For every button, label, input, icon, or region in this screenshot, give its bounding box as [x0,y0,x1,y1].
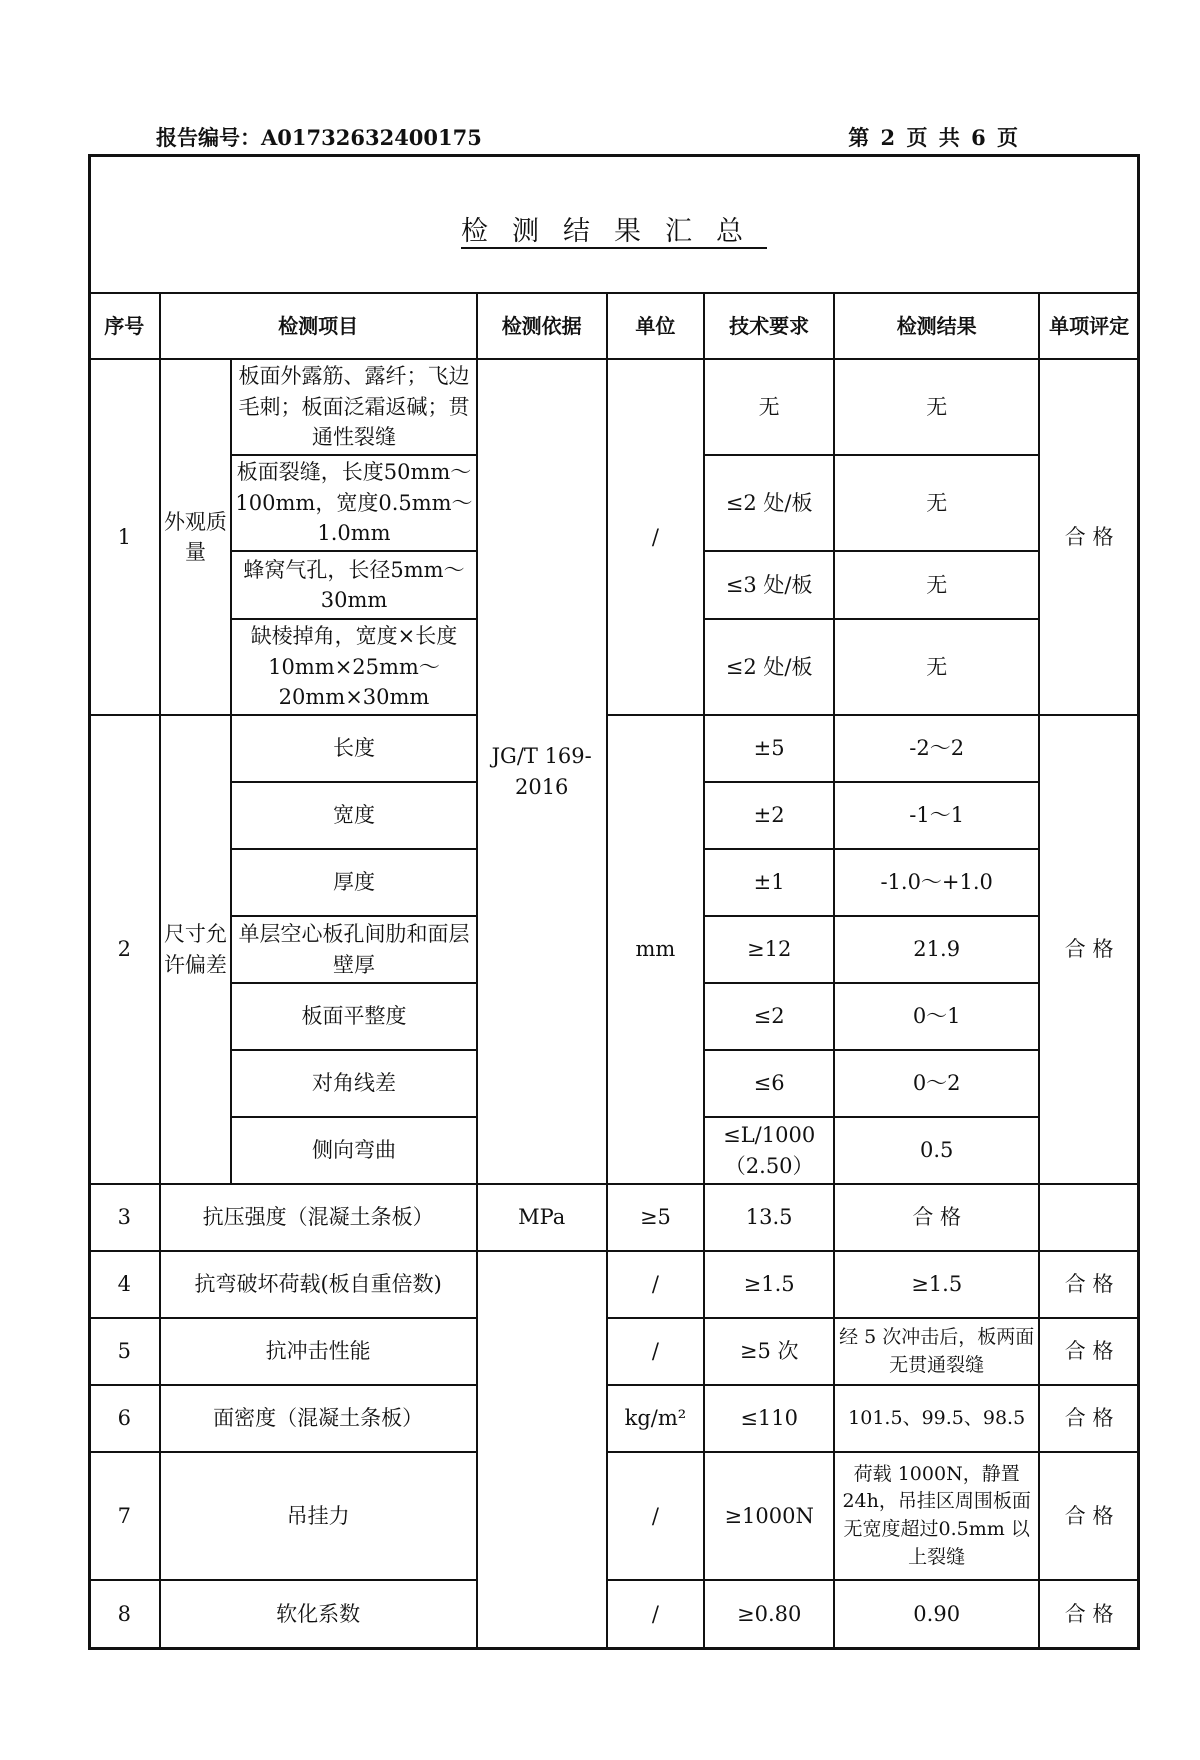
basis-cell [477,1385,607,1452]
requirement-cell: 无 [704,359,834,455]
result-cell: 0～2 [834,1050,1039,1117]
report-header [156,122,1020,152]
requirement-cell: ≥5 次 [704,1318,834,1385]
results-table [88,292,1140,1649]
item-cell: 侧向弯曲 [231,1117,476,1184]
requirement-cell: ≤3 处/板 [704,551,834,619]
row-number: 7 [89,1452,160,1580]
table-row [89,715,1139,782]
report-number: 报告编号：A01732632400175 [156,125,482,150]
table-row [89,1385,1139,1452]
requirement-cell: ±1 [704,849,834,916]
item-cell: 长度 [231,715,476,782]
requirement-cell: ≤2 处/板 [704,455,834,551]
result-cell: -2～2 [834,715,1039,782]
result-cell: 无 [834,455,1039,551]
item-cell: 抗冲击性能 [160,1318,477,1385]
table-row [89,1580,1139,1648]
table-row [89,1184,1139,1251]
item-cell: 宽度 [231,782,476,849]
results-frame [88,154,1140,1650]
unit-cell: / [607,359,704,715]
item-cell: 抗弯破坏荷载(板自重倍数) [160,1251,477,1318]
item-cell: 吊挂力 [160,1452,477,1580]
item-cell: 单层空心板孔间肋和面层壁厚 [231,916,476,983]
item-cell: 板面平整度 [231,983,476,1050]
unit-cell: MPa [477,1184,607,1251]
table-row [89,1318,1139,1385]
row-number: 1 [89,359,160,715]
basis-cell: JG/T 169-2016 [477,359,607,1184]
result-cell: 13.5 [704,1184,834,1251]
result-cell: -1.0～+1.0 [834,849,1039,916]
item-cell: 面密度（混凝土条板） [160,1385,477,1452]
requirement-cell: ±5 [704,715,834,782]
row-number: 8 [89,1580,160,1648]
result-cell: 荷载 1000N，静置24h，吊挂区周围板面无宽度超过0.5mm 以上裂缝 [834,1452,1039,1580]
result-cell: 无 [834,619,1039,715]
col-header: 单项评定 [1039,293,1139,359]
row-number: 4 [89,1251,160,1318]
unit-cell: / [607,1452,704,1580]
verdict-cell: 合 格 [834,1184,1039,1251]
table-header-row [89,293,1139,359]
item-cell: 对角线差 [231,1050,476,1117]
col-header: 序号 [89,293,160,359]
table-row [89,359,1139,455]
result-cell: 101.5、99.5、98.5 [834,1385,1039,1452]
requirement-cell: ≤110 [704,1385,834,1452]
item-cell: 厚度 [231,849,476,916]
basis-cell [477,1580,607,1648]
col-header: 检测结果 [834,293,1039,359]
requirement-cell: ≥1.5 [704,1251,834,1318]
verdict-cell: 合 格 [1039,1318,1139,1385]
requirement-cell: ≤6 [704,1050,834,1117]
item-cell: 软化系数 [160,1580,477,1648]
col-header: 检测项目 [160,293,477,359]
unit-cell: / [607,1318,704,1385]
verdict-cell: 合 格 [1039,1385,1139,1452]
result-cell: 0.5 [834,1117,1039,1184]
row-number: 2 [89,715,160,1184]
item-cell: 缺棱掉角，宽度×长度 10mm×25mm～20mm×30mm [231,619,476,715]
verdict-cell: 合 格 [1039,359,1139,715]
requirement-cell: ±2 [704,782,834,849]
table-row [89,1452,1139,1580]
row-number: 3 [89,1184,160,1251]
verdict-cell: 合 格 [1039,1251,1139,1318]
item-cell: 抗压强度（混凝土条板） [160,1184,477,1251]
result-cell: 21.9 [834,916,1039,983]
verdict-cell: 合 格 [1039,1452,1139,1580]
result-cell: 无 [834,359,1039,455]
col-header: 技术要求 [704,293,834,359]
verdict-cell: 合 格 [1039,715,1139,1184]
category-cell: 外观质量 [160,359,232,715]
row-number: 5 [89,1318,160,1385]
requirement-cell: ≤2 [704,983,834,1050]
requirement-cell: ≥1000N [704,1452,834,1580]
basis-cell [477,1452,607,1580]
requirement-cell: ≤2 处/板 [704,619,834,715]
result-cell: ≥1.5 [834,1251,1039,1318]
requirement-cell: ≥0.80 [704,1580,834,1648]
unit-cell: kg/m² [607,1385,704,1452]
basis-cell [477,1318,607,1385]
result-cell: 0～1 [834,983,1039,1050]
unit-cell: / [607,1251,704,1318]
page-title: 检测结果汇总 [461,216,767,247]
unit-cell: / [607,1580,704,1648]
item-cell: 板面裂缝，长度50mm～100mm，宽度0.5mm～1.0mm [231,455,476,551]
item-cell: 板面外露筋、露纤；飞边毛刺；板面泛霜返碱；贯通性裂缝 [231,359,476,455]
unit-cell: mm [607,715,704,1184]
result-cell: -1～1 [834,782,1039,849]
requirement-cell: ≥5 [607,1184,704,1251]
row-number: 6 [89,1385,160,1452]
basis-cell [477,1251,607,1318]
category-cell: 尺寸允许偏差 [160,715,232,1184]
result-cell: 经 5 次冲击后，板两面无贯通裂缝 [834,1318,1039,1385]
table-row [89,1251,1139,1318]
item-cell: 蜂窝气孔，长径5mm～30mm [231,551,476,619]
col-header: 检测依据 [477,293,607,359]
result-cell: 无 [834,551,1039,619]
result-cell: 0.90 [834,1580,1039,1648]
requirement-cell: ≤L/1000（2.50） [704,1117,834,1184]
requirement-cell: ≥12 [704,916,834,983]
page-indicator: 第 2 页 共 6 页 [848,125,1020,150]
verdict-cell: 合 格 [1039,1580,1139,1648]
col-header: 单位 [607,293,704,359]
